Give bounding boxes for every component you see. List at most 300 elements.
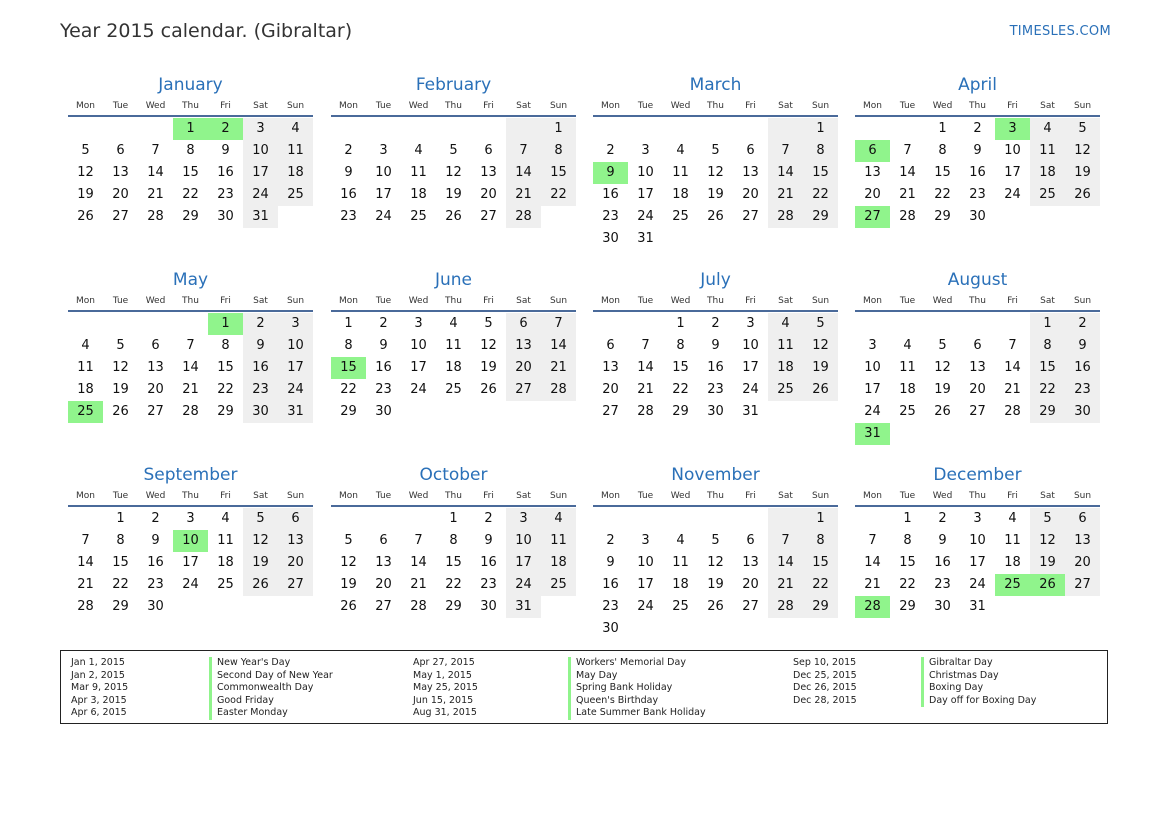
month-name: August [947,270,1008,290]
week-row [855,530,1100,552]
empty-cell [68,508,103,530]
empty-cell [401,118,436,140]
day-cell: 22 [182,187,199,202]
day-cell: 8 [938,143,947,158]
weekday-header [855,293,1100,309]
week-row [68,162,313,184]
day-cell: 2 [1065,313,1100,335]
day-cell: 26 [707,209,724,224]
day-cell: 31 [855,423,890,445]
day-cell: 6 [151,338,160,353]
day-cell: 15 [331,357,366,379]
day-cell: 20 [112,187,129,202]
week-row [331,313,576,335]
empty-cell [436,401,471,423]
day-cell: 17 [637,187,654,202]
day-cell: 20 [278,552,313,574]
week-row [855,401,1100,423]
day-cell: 11 [1004,533,1021,548]
header-rule [331,310,576,312]
day-cell: 7 [641,338,650,353]
day-cell: 3 [414,316,423,331]
day-cell: 3 [186,511,195,526]
day-cell: 6 [116,143,125,158]
week-row [331,574,576,596]
day-cell: 1 [344,316,353,331]
day-cell: 2 [711,316,720,331]
day-cell: 20 [480,187,497,202]
day-cell: 13 [742,555,759,570]
day-cell: 13 [480,165,497,180]
day-cell: 17 [278,357,313,379]
day-cell: 24 [637,599,654,614]
empty-cell [855,313,890,335]
empty-cell [803,228,838,250]
day-cell: 23 [375,382,392,397]
day-cell: 14 [182,360,199,375]
legend-date: Dec 28, 2015 [793,694,857,706]
month-january [68,73,313,228]
day-cell: 26 [803,379,838,401]
legend-holiday-name: Second Day of New Year [209,670,333,683]
day-cell: 19 [445,187,462,202]
day-cell: 27 [969,404,986,419]
day-cell: 7 [868,533,877,548]
day-cell: 19 [1065,162,1100,184]
weekday-label: Mon [601,491,620,501]
day-cell: 16 [480,555,497,570]
day-cell: 31 [969,599,986,614]
week-row [331,335,576,357]
day-cell: 29 [934,209,951,224]
weekday-label: Thu [707,101,724,111]
month-march [593,73,838,250]
day-cell: 14 [410,555,427,570]
day-cell: 14 [768,552,803,574]
day-cell: 30 [243,401,278,423]
weekday-header [593,293,838,309]
day-cell: 24 [742,382,759,397]
weekday-header [68,98,313,114]
day-cell: 12 [445,165,462,180]
day-cell: 1 [173,118,208,140]
empty-cell [593,508,628,530]
empty-cell [663,618,698,640]
day-cell: 25 [899,404,916,419]
day-cell: 18 [410,187,427,202]
day-cell: 2 [379,316,388,331]
day-cell: 16 [375,360,392,375]
day-cell: 30 [1065,401,1100,423]
day-cell: 17 [375,187,392,202]
day-cell: 14 [77,555,94,570]
day-cell: 7 [81,533,90,548]
empty-cell [960,423,995,445]
day-cell: 29 [803,596,838,618]
day-cell: 9 [1065,335,1100,357]
empty-cell [541,401,576,423]
legend-holiday-name: Queen's Birthday [568,695,706,708]
day-cell: 18 [672,577,689,592]
legend-date: May 1, 2015 [413,669,472,681]
legend-holiday-name: May Day [568,670,706,683]
day-cell: 9 [711,338,720,353]
day-cell: 13 [375,555,392,570]
day-cell: 9 [938,533,947,548]
day-cell: 11 [410,165,427,180]
day-cell: 19 [934,382,951,397]
month-september [68,463,313,618]
day-cell: 9 [973,143,982,158]
day-cell: 3 [379,143,388,158]
day-cell: 9 [379,338,388,353]
week-row [593,313,838,335]
empty-cell [1065,596,1100,618]
site-link[interactable]: TIMESLES.COM [1009,24,1111,39]
day-cell: 6 [484,143,493,158]
header-rule [593,115,838,117]
week-row [855,184,1100,206]
day-cell: 26 [243,574,278,596]
legend-names-column [921,657,1036,707]
day-cell: 11 [1030,140,1065,162]
day-cell: 30 [147,599,164,614]
day-cell: 13 [1065,530,1100,552]
empty-cell [173,596,208,618]
week-row [68,379,313,401]
day-cell: 17 [969,555,986,570]
month-february [331,73,576,228]
day-cell: 14 [899,165,916,180]
weekday-label: Sun [811,491,830,501]
weekday-label: Thu [969,296,986,306]
empty-cell [331,508,366,530]
day-cell: 23 [1065,379,1100,401]
day-cell: 8 [449,533,458,548]
day-cell: 27 [278,574,313,596]
empty-cell [208,596,243,618]
empty-cell [103,118,138,140]
weekday-label: Tue [899,296,916,306]
month-name: July [700,270,731,290]
day-cell: 25 [445,382,462,397]
day-cell: 10 [375,165,392,180]
week-row [331,530,576,552]
day-cell: 11 [278,140,313,162]
weekday-label: Fri [220,296,231,306]
weekday-label: Sat [516,101,531,111]
week-row [593,118,838,140]
empty-cell [331,118,366,140]
weekday-label: Thu [707,296,724,306]
day-cell: 8 [221,338,230,353]
day-cell: 30 [934,599,951,614]
legend-holiday-name: Easter Monday [209,707,333,720]
empty-cell [803,401,838,423]
empty-cell [1065,206,1100,228]
header-rule [68,310,313,312]
day-cell: 30 [707,404,724,419]
day-cell: 20 [742,187,759,202]
weekday-label: Sun [811,101,830,111]
weekday-label: Wed [145,101,166,111]
day-cell: 26 [1030,574,1065,596]
day-cell: 8 [676,338,685,353]
day-cell: 20 [375,577,392,592]
legend-holiday-name: Commonwealth Day [209,682,333,695]
day-cell: 11 [77,360,94,375]
day-cell: 28 [637,404,654,419]
day-cell: 2 [606,143,615,158]
day-cell: 13 [742,165,759,180]
empty-cell [278,596,313,618]
weekday-label: Tue [112,491,129,501]
day-cell: 10 [506,530,541,552]
legend-date: Jan 2, 2015 [71,669,125,681]
day-cell: 11 [672,555,689,570]
header-rule [855,115,1100,117]
empty-cell [925,313,960,335]
legend-date: Aug 31, 2015 [413,707,477,718]
day-cell: 9 [221,143,230,158]
empty-cell [401,401,436,423]
week-row [593,508,838,530]
week-row [593,379,838,401]
empty-cell [803,618,838,640]
empty-cell [68,118,103,140]
day-cell: 22 [445,577,462,592]
empty-cell [925,423,960,445]
weekday-label: Wed [145,491,166,501]
day-cell: 3 [641,533,650,548]
empty-cell [855,508,890,530]
day-cell: 5 [344,533,353,548]
week-row [593,206,838,228]
week-row [331,140,576,162]
day-cell: 19 [77,187,94,202]
day-cell: 17 [506,552,541,574]
day-cell: 9 [243,335,278,357]
day-cell: 30 [480,599,497,614]
page-title: Year 2015 calendar. (Gibraltar) [60,20,353,42]
month-august [855,268,1100,445]
day-cell: 4 [676,533,685,548]
day-cell: 7 [541,313,576,335]
empty-cell [698,618,733,640]
day-cell: 17 [1004,165,1021,180]
day-cell: 29 [899,599,916,614]
weekday-label: Fri [483,296,494,306]
day-cell: 7 [506,140,541,162]
day-cell: 26 [1065,184,1100,206]
day-cell: 1 [1030,313,1065,335]
weekday-label: Wed [145,296,166,306]
legend-date: Apr 27, 2015 [413,657,475,668]
day-cell: 2 [484,511,493,526]
month-name: March [689,75,742,95]
month-april [855,73,1100,228]
legend-names-column [209,657,333,720]
day-cell: 3 [641,143,650,158]
day-cell: 1 [803,508,838,530]
weekday-label: Tue [375,101,392,111]
empty-cell [733,118,768,140]
day-cell: 6 [379,533,388,548]
day-cell: 16 [243,357,278,379]
day-cell: 25 [768,379,803,401]
weekday-label: Fri [483,101,494,111]
week-row [331,357,576,379]
week-row [855,206,1100,228]
month-name: February [415,75,492,95]
day-cell: 3 [506,508,541,530]
empty-cell [768,508,803,530]
week-row [855,140,1100,162]
empty-cell [1030,206,1065,228]
week-row [593,140,838,162]
weekday-label: Mon [76,101,95,111]
empty-cell [541,206,576,228]
day-cell: 21 [899,187,916,202]
week-row [855,118,1100,140]
weekday-label: Sun [1073,101,1092,111]
empty-cell [593,118,628,140]
day-cell: 10 [278,335,313,357]
week-row [68,118,313,140]
day-cell: 5 [484,316,493,331]
month-june [331,268,576,423]
day-cell: 14 [768,162,803,184]
day-cell: 21 [541,357,576,379]
weekday-label: Fri [1007,101,1018,111]
header-rule [855,505,1100,507]
day-cell: 24 [637,209,654,224]
day-cell: 16 [934,555,951,570]
empty-cell [698,508,733,530]
day-cell: 16 [217,165,234,180]
day-cell: 13 [112,165,129,180]
day-cell: 14 [147,165,164,180]
empty-cell [768,401,803,423]
legend-holiday-name: Good Friday [209,695,333,708]
day-cell: 12 [1030,530,1065,552]
day-cell: 7 [1008,338,1017,353]
day-cell: 4 [414,143,423,158]
day-cell: 28 [1004,404,1021,419]
week-row [855,574,1100,596]
day-cell: 29 [182,209,199,224]
day-cell: 22 [934,187,951,202]
week-row [331,118,576,140]
day-cell: 26 [707,599,724,614]
weekday-label: Thu [445,491,462,501]
empty-cell [1030,423,1065,445]
day-cell: 22 [672,382,689,397]
day-cell: 6 [1065,508,1100,530]
day-cell: 3 [868,338,877,353]
day-cell: 11 [217,533,234,548]
day-cell: 13 [969,360,986,375]
weekday-label: Sat [778,296,793,306]
empty-cell [890,423,925,445]
day-cell: 28 [855,596,890,618]
day-cell: 18 [899,382,916,397]
weekday-label: Sun [286,491,305,501]
day-cell: 18 [541,552,576,574]
day-cell: 11 [672,165,689,180]
day-cell: 22 [340,382,357,397]
weekday-header [331,293,576,309]
day-cell: 3 [278,313,313,335]
weekday-label: Sun [549,491,568,501]
empty-cell [593,313,628,335]
weekday-label: Sat [516,296,531,306]
week-row [68,335,313,357]
week-row [855,379,1100,401]
day-cell: 10 [637,165,654,180]
day-cell: 29 [672,404,689,419]
weekday-label: Sun [549,101,568,111]
day-cell: 24 [375,209,392,224]
day-cell: 23 [602,599,619,614]
weekday-label: Tue [112,101,129,111]
day-cell: 31 [243,206,278,228]
week-row [855,423,1100,445]
day-cell: 18 [672,187,689,202]
day-cell: 21 [77,577,94,592]
day-cell: 9 [484,533,493,548]
empty-cell [768,618,803,640]
weekday-label: Thu [707,491,724,501]
weekday-header [331,98,576,114]
empty-cell [960,313,995,335]
empty-cell [628,313,663,335]
day-cell: 8 [803,140,838,162]
day-cell: 27 [742,599,759,614]
header-rule [68,115,313,117]
day-cell: 20 [742,577,759,592]
day-cell: 7 [903,143,912,158]
weekday-label: Sun [1073,491,1092,501]
weekday-label: Mon [863,101,882,111]
weekday-label: Mon [76,296,95,306]
day-cell: 26 [340,599,357,614]
day-cell: 15 [217,360,234,375]
day-cell: 4 [768,313,803,335]
empty-cell [436,118,471,140]
day-cell: 20 [864,187,881,202]
weekday-label: Thu [969,491,986,501]
day-cell: 20 [602,382,619,397]
legend-date: Jan 1, 2015 [71,657,125,668]
day-cell: 22 [803,184,838,206]
day-cell: 15 [672,360,689,375]
week-row [593,574,838,596]
empty-cell [733,228,768,250]
week-row [855,357,1100,379]
day-cell: 9 [593,162,628,184]
day-cell: 1 [903,511,912,526]
day-cell: 9 [606,555,615,570]
weekday-label: Sat [253,296,268,306]
week-row [593,618,838,640]
day-cell: 10 [243,140,278,162]
day-cell: 19 [480,360,497,375]
day-cell: 30 [969,209,986,224]
day-cell: 25 [217,577,234,592]
day-cell: 22 [1030,379,1065,401]
day-cell: 7 [768,140,803,162]
